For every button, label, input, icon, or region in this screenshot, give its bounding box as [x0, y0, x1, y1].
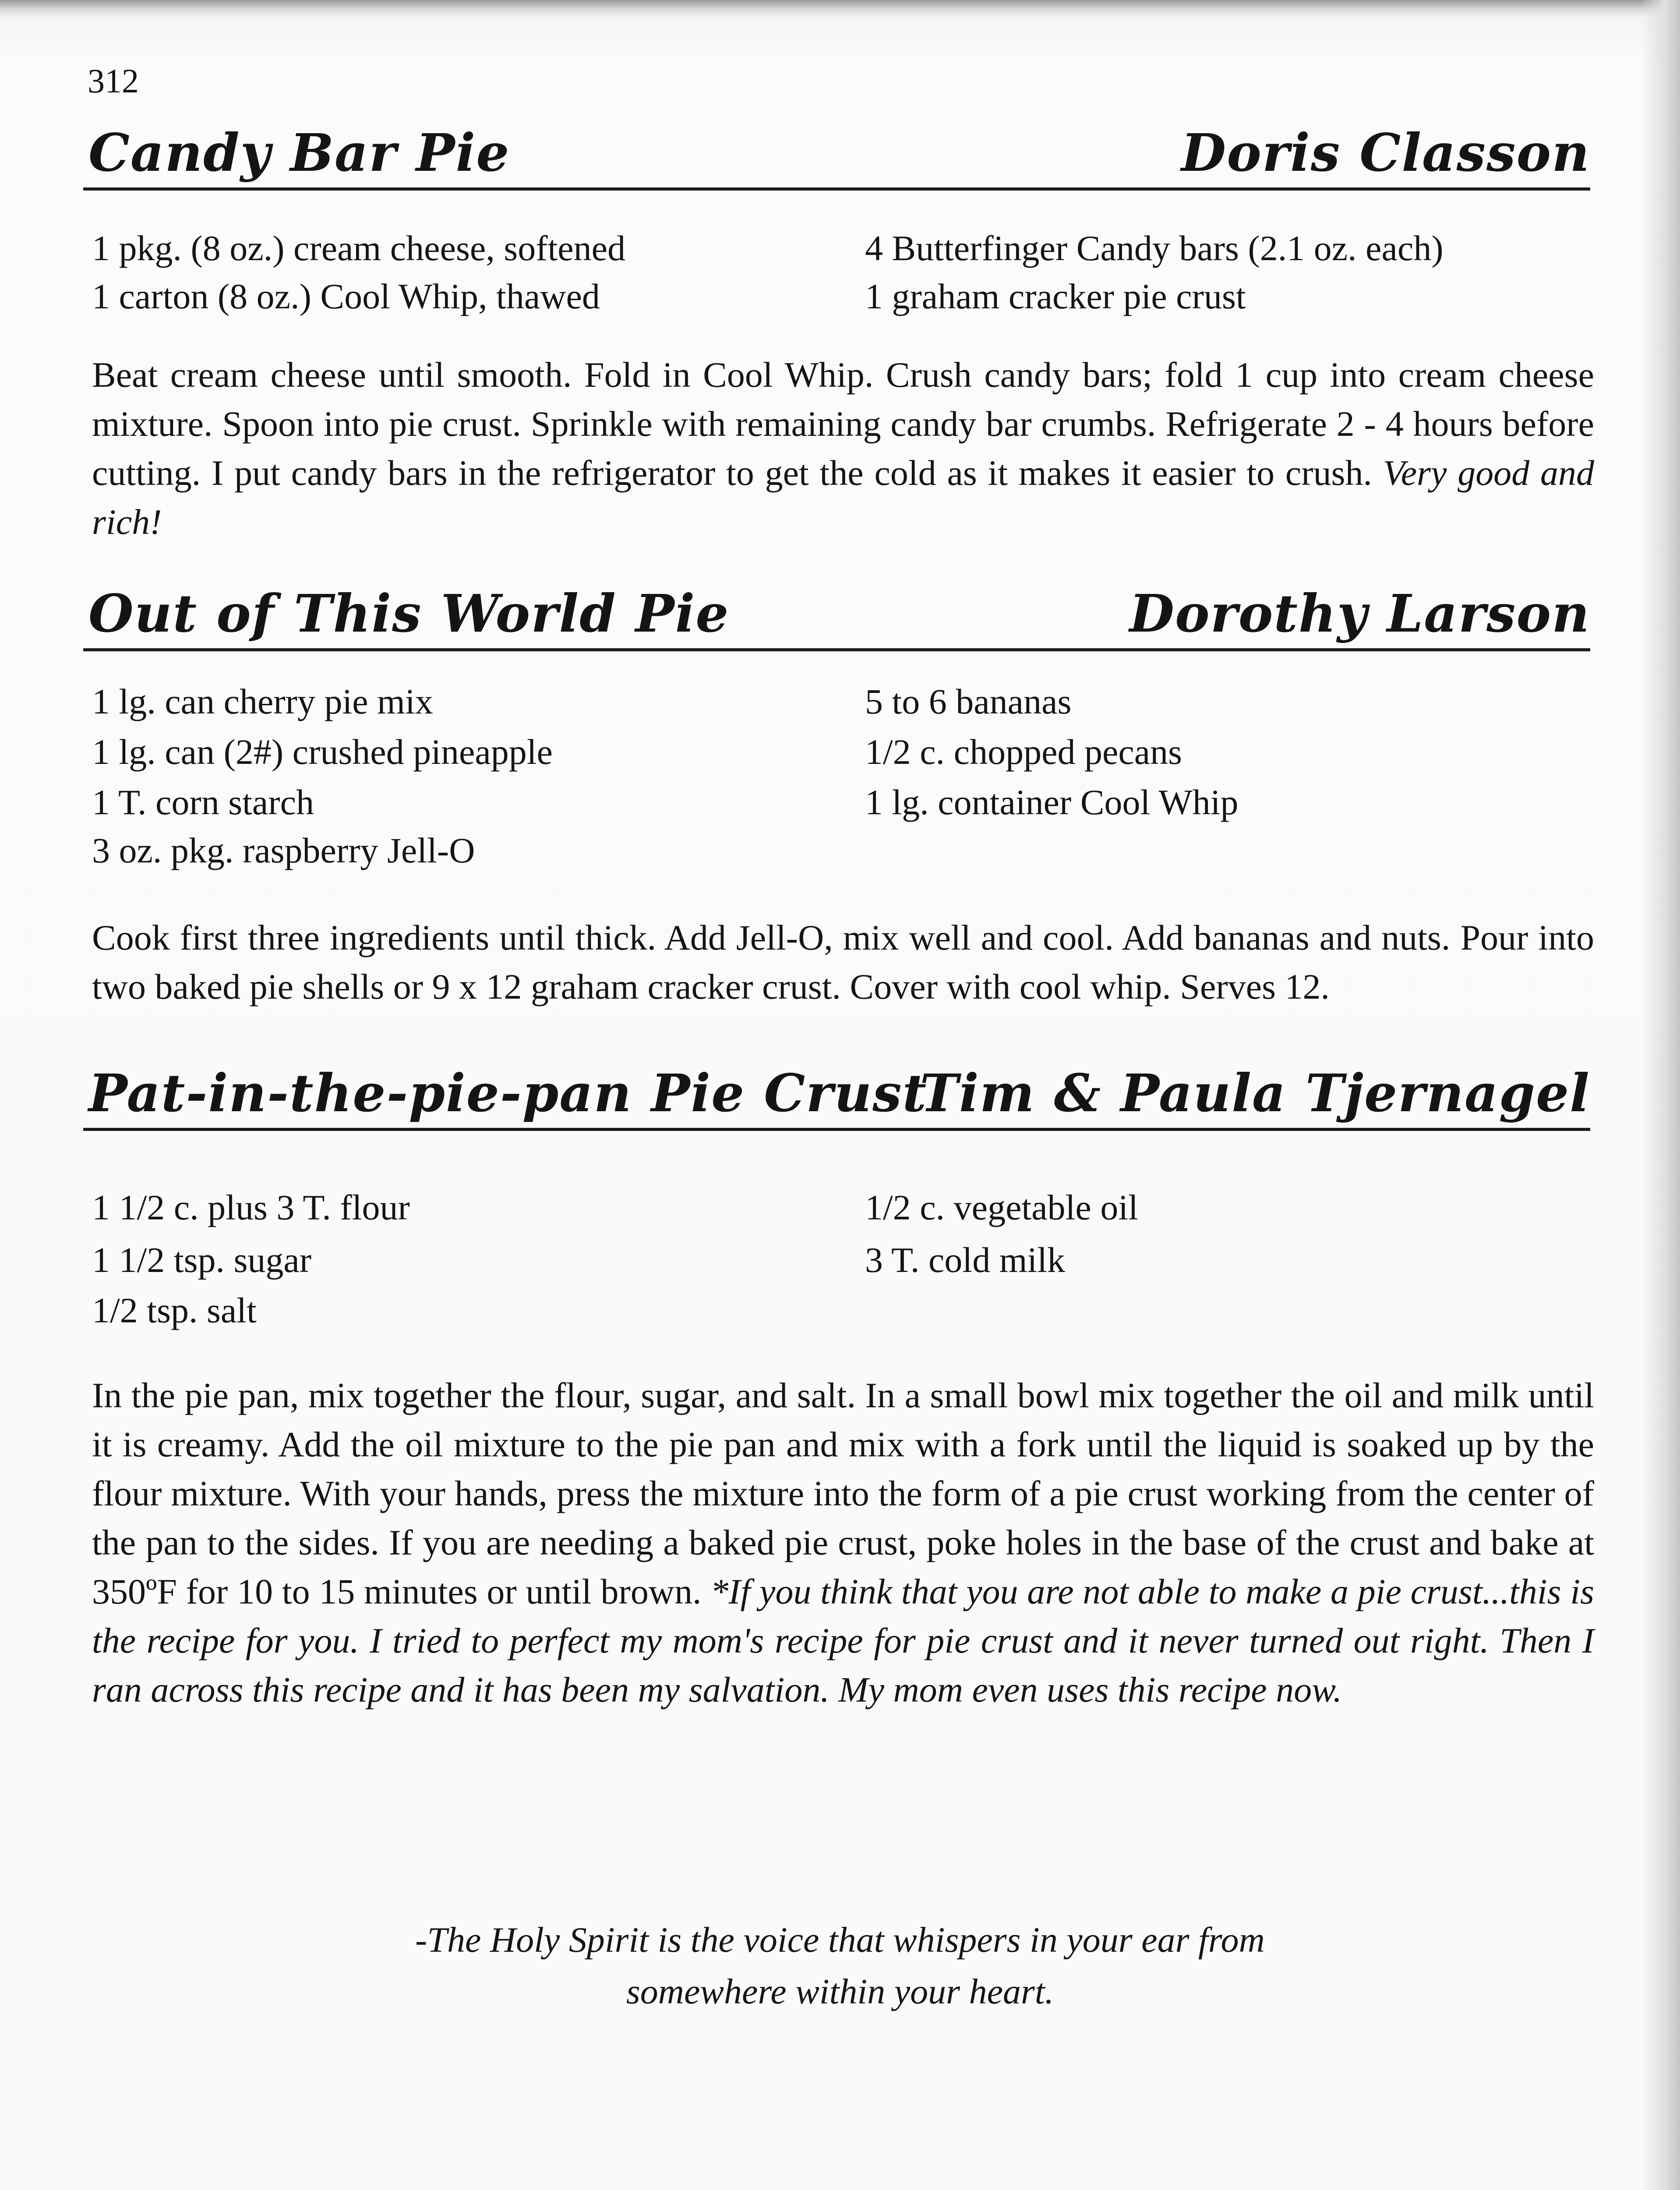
recipe-header-candy-bar-pie — [83, 122, 1590, 191]
directions-text: Beat cream cheese until smooth. Fold in Cool Whip. Crush candy bars; fold 1 cup into cream cheese mixture. Spoon into pie crust. Sprinkle with remaining candy bar crumbs. Refrigerate 2 - 4 hours before cutting. I put candy bars in the refrigerator to get the cold as it makes it easier to crush. — [92, 355, 1594, 493]
ingredient: 1 lg. can cherry pie mix — [92, 682, 433, 721]
scan-top-shadow — [0, 0, 1680, 18]
ingredient: 1/2 c. chopped pecans — [865, 732, 1182, 772]
recipe-header-out-of-this-world-pie — [83, 583, 1590, 651]
ingredient: 1 pkg. (8 oz.) cream cheese, softened — [92, 228, 626, 268]
ingredient: 3 oz. pkg. raspberry Jell-O — [92, 830, 475, 870]
recipe-header-pat-in-the-pie-pan-pie-crust — [83, 1062, 1590, 1131]
recipe-note: Very good and rich! — [92, 453, 1595, 542]
ingredient: 1 lg. can (2#) crushed pineapple — [92, 732, 553, 772]
ingredient: 1 1/2 c. plus 3 T. flour — [92, 1187, 410, 1227]
ingredient: 1 carton (8 oz.) Cool Whip, thawed — [92, 276, 600, 316]
recipe-author: Dorothy Larson — [1129, 583, 1590, 644]
directions-text: In the pie pan, mix together the flour, sugar, and salt. In a small bowl mix together the oil and milk until it is creamy. Add the oil mixture to the pie pan and mix with a fork until the liquid is soaked up by the flour mixture. With your hands, press the mixture into the form of a pie crust working from the center of the pan to the sides. If you are needing a baked pie crust, poke holes in the base of the crust and bake at 350ºF for 10 to 15 minutes or until brown. — [92, 1375, 1594, 1611]
ingredient: 1/2 c. vegetable oil — [865, 1187, 1138, 1227]
directions-text: Cook first three ingredients until thick. Add Jell-O, mix well and cool. Add bananas and nuts. Pour into two baked pie shells or 9 x 12 graham cracker crust. Cover with cool whip. Serves 12. — [92, 918, 1594, 1007]
recipe-title: Pat-in-the-pie-pan Pie Crust — [88, 1063, 928, 1123]
ingredient: 3 T. cold milk — [865, 1240, 1066, 1280]
quote-line: -The Holy Spirit is the voice that whispers in your ear from — [415, 1920, 1265, 1960]
recipe-directions — [92, 1371, 1594, 1714]
ingredient: 4 Butterfinger Candy bars (2.1 oz. each) — [865, 228, 1444, 268]
recipe-directions — [92, 913, 1594, 1011]
ingredient: 1 graham cracker pie crust — [865, 276, 1246, 316]
ingredient: 1/2 tsp. salt — [92, 1290, 257, 1330]
recipe-title: Candy Bar Pie — [88, 122, 510, 183]
recipe-author: Doris Classon — [1181, 122, 1590, 183]
recipe-author: Tim & Paula Tjernagel — [920, 1063, 1590, 1123]
quote-line: somewhere within your heart. — [626, 1971, 1054, 2011]
recipe-title: Out of This World Pie — [88, 583, 730, 644]
page-number: 312 — [88, 62, 139, 100]
ingredient: 1 T. corn starch — [92, 782, 314, 822]
recipe-note: *If you think that you are not able to make a pie crust...this is the recipe for you. I tried to perfect my mom's recipe for pie crust and it never turned out right. Then I ran across this recipe and it has been my salvation. My mom even uses this recipe now. — [92, 1572, 1595, 1710]
ingredient: 1 lg. container Cool Whip — [865, 782, 1239, 822]
ingredient: 5 to 6 bananas — [865, 682, 1072, 721]
ingredient: 1 1/2 tsp. sugar — [92, 1240, 312, 1280]
closing-quote — [175, 1914, 1505, 2017]
recipe-directions — [92, 350, 1594, 547]
scan-right-edge — [1641, 0, 1680, 2190]
